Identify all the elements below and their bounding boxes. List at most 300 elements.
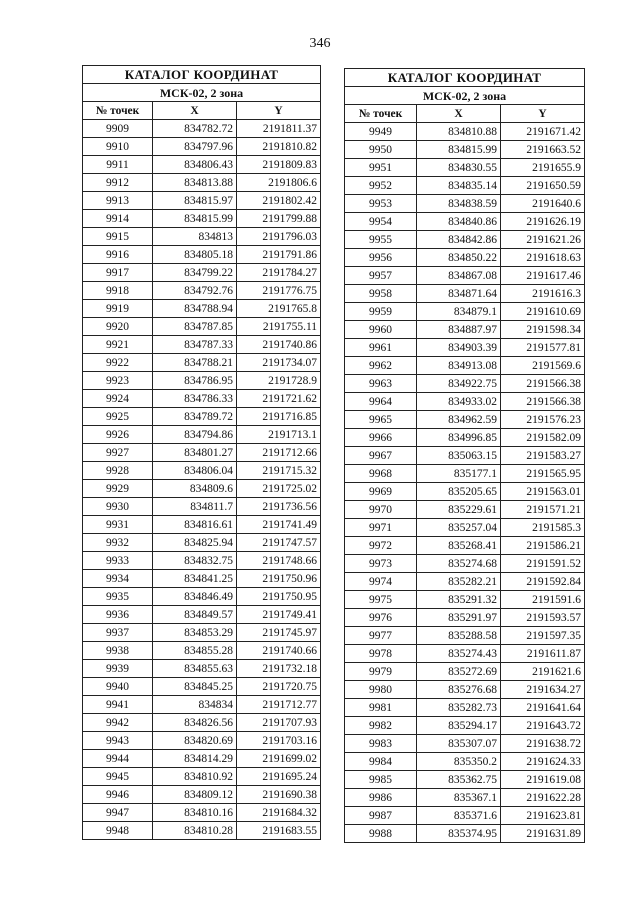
y-coordinate-cell: 2191618.63 [501, 249, 585, 267]
y-coordinate-cell: 2191569.6 [501, 357, 585, 375]
page-number: 346 [309, 36, 331, 51]
x-coordinate-cell: 834887.97 [417, 321, 501, 339]
x-coordinate-cell: 835282.73 [417, 699, 501, 717]
point-number-cell: 9937 [83, 624, 153, 642]
x-coordinate-cell: 834853.29 [153, 624, 237, 642]
table-row [345, 123, 585, 141]
table-row [83, 786, 321, 804]
x-coordinate-cell: 834855.63 [153, 660, 237, 678]
x-coordinate-cell: 834996.85 [417, 429, 501, 447]
table-row [345, 771, 585, 789]
x-coordinate-cell: 835063.15 [417, 447, 501, 465]
x-coordinate-cell: 834834 [153, 696, 237, 714]
table-row [345, 285, 585, 303]
y-coordinate-cell: 2191740.86 [237, 336, 321, 354]
y-coordinate-cell: 2191577.81 [501, 339, 585, 357]
y-coordinate-cell: 2191576.23 [501, 411, 585, 429]
point-number-cell: 9972 [345, 537, 417, 555]
point-number-cell: 9929 [83, 480, 153, 498]
x-coordinate-cell: 835362.75 [417, 771, 501, 789]
table-row [345, 321, 585, 339]
x-coordinate-cell: 834787.33 [153, 336, 237, 354]
table-row [83, 570, 321, 588]
y-coordinate-cell: 2191617.46 [501, 267, 585, 285]
x-coordinate-cell: 835205.65 [417, 483, 501, 501]
point-number-cell: 9920 [83, 318, 153, 336]
y-coordinate-cell: 2191707.93 [237, 714, 321, 732]
x-coordinate-cell: 835294.17 [417, 717, 501, 735]
y-coordinate-cell: 2191582.09 [501, 429, 585, 447]
y-coordinate-cell: 2191750.95 [237, 588, 321, 606]
point-number-cell: 9976 [345, 609, 417, 627]
x-coordinate-cell: 834806.04 [153, 462, 237, 480]
table-row [345, 393, 585, 411]
x-coordinate-cell: 834850.22 [417, 249, 501, 267]
point-number-cell: 9969 [345, 483, 417, 501]
column-header-y: Y [501, 105, 585, 123]
y-coordinate-cell: 2191621.6 [501, 663, 585, 681]
column-header-point-number: № точек [345, 105, 417, 123]
y-coordinate-cell: 2191811.37 [237, 120, 321, 138]
y-coordinate-cell: 2191747.57 [237, 534, 321, 552]
point-number-cell: 9952 [345, 177, 417, 195]
y-coordinate-cell: 2191634.27 [501, 681, 585, 699]
point-number-cell: 9942 [83, 714, 153, 732]
x-coordinate-cell: 834813 [153, 228, 237, 246]
y-coordinate-cell: 2191593.57 [501, 609, 585, 627]
table-row [345, 213, 585, 231]
table-title: КАТАЛОГ КООРДИНАТ [345, 69, 585, 87]
y-coordinate-cell: 2191732.18 [237, 660, 321, 678]
table-row [83, 264, 321, 282]
y-coordinate-cell: 2191799.88 [237, 210, 321, 228]
y-coordinate-cell: 2191655.9 [501, 159, 585, 177]
column-header-x: X [417, 105, 501, 123]
y-coordinate-cell: 2191650.59 [501, 177, 585, 195]
point-number-cell: 9944 [83, 750, 153, 768]
y-coordinate-cell: 2191684.32 [237, 804, 321, 822]
table-body [345, 123, 585, 843]
y-coordinate-cell: 2191699.02 [237, 750, 321, 768]
x-coordinate-cell: 835291.32 [417, 591, 501, 609]
y-coordinate-cell: 2191736.56 [237, 498, 321, 516]
y-coordinate-cell: 2191638.72 [501, 735, 585, 753]
point-number-cell: 9931 [83, 516, 153, 534]
y-coordinate-cell: 2191740.66 [237, 642, 321, 660]
point-number-cell: 9971 [345, 519, 417, 537]
point-number-cell: 9967 [345, 447, 417, 465]
table-row [345, 339, 585, 357]
x-coordinate-cell: 834810.28 [153, 822, 237, 840]
y-coordinate-cell: 2191598.34 [501, 321, 585, 339]
x-coordinate-cell: 834797.96 [153, 138, 237, 156]
point-number-cell: 9985 [345, 771, 417, 789]
y-coordinate-cell: 2191610.69 [501, 303, 585, 321]
table-row [345, 537, 585, 555]
x-coordinate-cell: 834871.64 [417, 285, 501, 303]
y-coordinate-cell: 2191703.16 [237, 732, 321, 750]
x-coordinate-cell: 835177.1 [417, 465, 501, 483]
x-coordinate-cell: 834786.33 [153, 390, 237, 408]
table-row [345, 573, 585, 591]
table-row [345, 501, 585, 519]
coordinate-catalog-table [344, 68, 585, 843]
x-coordinate-cell: 834922.75 [417, 375, 501, 393]
y-coordinate-cell: 2191571.21 [501, 501, 585, 519]
point-number-cell: 9954 [345, 213, 417, 231]
table-row [345, 465, 585, 483]
y-coordinate-cell: 2191750.96 [237, 570, 321, 588]
column-header-x: X [153, 102, 237, 120]
table-row [83, 120, 321, 138]
y-coordinate-cell: 2191734.07 [237, 354, 321, 372]
table-row [83, 516, 321, 534]
table-row [83, 480, 321, 498]
table-row [345, 429, 585, 447]
x-coordinate-cell: 834846.49 [153, 588, 237, 606]
x-coordinate-cell: 834815.97 [153, 192, 237, 210]
x-coordinate-cell: 834788.94 [153, 300, 237, 318]
x-coordinate-cell: 835276.68 [417, 681, 501, 699]
table-row [83, 318, 321, 336]
point-number-cell: 9915 [83, 228, 153, 246]
y-coordinate-cell: 2191755.11 [237, 318, 321, 336]
y-coordinate-cell: 2191626.19 [501, 213, 585, 231]
point-number-cell: 9984 [345, 753, 417, 771]
point-number-cell: 9935 [83, 588, 153, 606]
coordinate-system-label: МСК-02, 2 зона [345, 87, 585, 105]
x-coordinate-cell: 835268.41 [417, 537, 501, 555]
y-coordinate-cell: 2191592.84 [501, 573, 585, 591]
point-number-cell: 9943 [83, 732, 153, 750]
y-coordinate-cell: 2191621.26 [501, 231, 585, 249]
table-row [83, 462, 321, 480]
y-coordinate-cell: 2191643.72 [501, 717, 585, 735]
point-number-cell: 9973 [345, 555, 417, 573]
y-coordinate-cell: 2191765.8 [237, 300, 321, 318]
table-row [345, 591, 585, 609]
x-coordinate-cell: 835374.95 [417, 825, 501, 843]
table-row [83, 714, 321, 732]
point-number-cell: 9978 [345, 645, 417, 663]
table-row [83, 732, 321, 750]
y-coordinate-cell: 2191623.81 [501, 807, 585, 825]
x-coordinate-cell: 835371.6 [417, 807, 501, 825]
x-coordinate-cell: 835274.43 [417, 645, 501, 663]
coordinate-catalog-table [82, 65, 321, 840]
point-number-cell: 9927 [83, 444, 153, 462]
point-number-cell: 9980 [345, 681, 417, 699]
table-row [345, 177, 585, 195]
y-coordinate-cell: 2191616.3 [501, 285, 585, 303]
y-coordinate-cell: 2191671.42 [501, 123, 585, 141]
table-row [83, 282, 321, 300]
y-coordinate-cell: 2191640.6 [501, 195, 585, 213]
y-coordinate-cell: 2191695.24 [237, 768, 321, 786]
point-number-cell: 9933 [83, 552, 153, 570]
x-coordinate-cell: 834788.21 [153, 354, 237, 372]
point-number-cell: 9965 [345, 411, 417, 429]
table-row [83, 228, 321, 246]
point-number-cell: 9918 [83, 282, 153, 300]
y-coordinate-cell: 2191712.66 [237, 444, 321, 462]
y-coordinate-cell: 2191586.21 [501, 537, 585, 555]
point-number-cell: 9923 [83, 372, 153, 390]
x-coordinate-cell: 834805.18 [153, 246, 237, 264]
point-number-cell: 9938 [83, 642, 153, 660]
table-row [345, 789, 585, 807]
y-coordinate-cell: 2191566.38 [501, 393, 585, 411]
point-number-cell: 9964 [345, 393, 417, 411]
y-coordinate-cell: 2191690.38 [237, 786, 321, 804]
point-number-cell: 9955 [345, 231, 417, 249]
table-row [83, 822, 321, 840]
x-coordinate-cell: 835272.69 [417, 663, 501, 681]
y-coordinate-cell: 2191713.1 [237, 426, 321, 444]
x-coordinate-cell: 834830.55 [417, 159, 501, 177]
x-coordinate-cell: 834810.92 [153, 768, 237, 786]
point-number-cell: 9957 [345, 267, 417, 285]
table-row [345, 159, 585, 177]
x-coordinate-cell: 835274.68 [417, 555, 501, 573]
table-row [345, 195, 585, 213]
table-row [83, 156, 321, 174]
y-coordinate-cell: 2191597.35 [501, 627, 585, 645]
point-number-cell: 9949 [345, 123, 417, 141]
x-coordinate-cell: 834849.57 [153, 606, 237, 624]
y-coordinate-cell: 2191796.03 [237, 228, 321, 246]
y-coordinate-cell: 2191566.38 [501, 375, 585, 393]
table-row [83, 426, 321, 444]
point-number-cell: 9979 [345, 663, 417, 681]
x-coordinate-cell: 834913.08 [417, 357, 501, 375]
y-coordinate-cell: 2191748.66 [237, 552, 321, 570]
table-row [83, 552, 321, 570]
y-coordinate-cell: 2191720.75 [237, 678, 321, 696]
y-coordinate-cell: 2191716.85 [237, 408, 321, 426]
x-coordinate-cell: 834810.16 [153, 804, 237, 822]
x-coordinate-cell: 834832.75 [153, 552, 237, 570]
point-number-cell: 9940 [83, 678, 153, 696]
y-coordinate-cell: 2191619.08 [501, 771, 585, 789]
y-coordinate-cell: 2191721.62 [237, 390, 321, 408]
table-row [83, 174, 321, 192]
table-row [83, 588, 321, 606]
table-title: КАТАЛОГ КООРДИНАТ [83, 66, 321, 84]
point-number-cell: 9963 [345, 375, 417, 393]
y-coordinate-cell: 2191725.02 [237, 480, 321, 498]
point-number-cell: 9988 [345, 825, 417, 843]
table-row [83, 192, 321, 210]
point-number-cell: 9930 [83, 498, 153, 516]
point-number-cell: 9911 [83, 156, 153, 174]
point-number-cell: 9912 [83, 174, 153, 192]
point-number-cell: 9959 [345, 303, 417, 321]
table-row [345, 249, 585, 267]
point-number-cell: 9922 [83, 354, 153, 372]
table-row [83, 750, 321, 768]
x-coordinate-cell: 834782.72 [153, 120, 237, 138]
y-coordinate-cell: 2191622.28 [501, 789, 585, 807]
point-number-cell: 9941 [83, 696, 153, 714]
point-number-cell: 9975 [345, 591, 417, 609]
x-coordinate-cell: 834789.72 [153, 408, 237, 426]
point-number-cell: 9910 [83, 138, 153, 156]
column-header-point-number: № точек [83, 102, 153, 120]
y-coordinate-cell: 2191641.64 [501, 699, 585, 717]
x-coordinate-cell: 835229.61 [417, 501, 501, 519]
table-row [345, 555, 585, 573]
x-coordinate-cell: 834787.85 [153, 318, 237, 336]
point-number-cell: 9960 [345, 321, 417, 339]
point-number-cell: 9958 [345, 285, 417, 303]
point-number-cell: 9977 [345, 627, 417, 645]
table-row [83, 696, 321, 714]
x-coordinate-cell: 834838.59 [417, 195, 501, 213]
point-number-cell: 9909 [83, 120, 153, 138]
table-row [345, 267, 585, 285]
point-number-cell: 9947 [83, 804, 153, 822]
point-number-cell: 9982 [345, 717, 417, 735]
x-coordinate-cell: 834815.99 [153, 210, 237, 228]
point-number-cell: 9919 [83, 300, 153, 318]
table-row [345, 681, 585, 699]
table-row [83, 354, 321, 372]
table-row [83, 624, 321, 642]
table-row [345, 807, 585, 825]
table-row [83, 372, 321, 390]
table-row [345, 627, 585, 645]
y-coordinate-cell: 2191563.01 [501, 483, 585, 501]
x-coordinate-cell: 834799.22 [153, 264, 237, 282]
table-row [83, 408, 321, 426]
table-row [345, 609, 585, 627]
column-header-y: Y [237, 102, 321, 120]
point-number-cell: 9946 [83, 786, 153, 804]
table-row [345, 519, 585, 537]
table-row [345, 825, 585, 843]
point-number-cell: 9981 [345, 699, 417, 717]
table-row [345, 303, 585, 321]
coordinate-system-label: МСК-02, 2 зона [83, 84, 321, 102]
x-coordinate-cell: 834786.95 [153, 372, 237, 390]
y-coordinate-cell: 2191745.97 [237, 624, 321, 642]
table-body [83, 120, 321, 840]
table-row [345, 447, 585, 465]
x-coordinate-cell: 834841.25 [153, 570, 237, 588]
table-row [345, 735, 585, 753]
point-number-cell: 9917 [83, 264, 153, 282]
x-coordinate-cell: 834855.28 [153, 642, 237, 660]
x-coordinate-cell: 834814.29 [153, 750, 237, 768]
table-row [83, 678, 321, 696]
point-number-cell: 9921 [83, 336, 153, 354]
point-number-cell: 9951 [345, 159, 417, 177]
point-number-cell: 9928 [83, 462, 153, 480]
point-number-cell: 9961 [345, 339, 417, 357]
point-number-cell: 9932 [83, 534, 153, 552]
x-coordinate-cell: 834825.94 [153, 534, 237, 552]
point-number-cell: 9987 [345, 807, 417, 825]
table-row [83, 300, 321, 318]
point-number-cell: 9986 [345, 789, 417, 807]
table-row [83, 498, 321, 516]
x-coordinate-cell: 834801.27 [153, 444, 237, 462]
y-coordinate-cell: 2191784.27 [237, 264, 321, 282]
x-coordinate-cell: 835291.97 [417, 609, 501, 627]
y-coordinate-cell: 2191728.9 [237, 372, 321, 390]
table-row [83, 390, 321, 408]
x-coordinate-cell: 834810.88 [417, 123, 501, 141]
point-number-cell: 9914 [83, 210, 153, 228]
point-number-cell: 9939 [83, 660, 153, 678]
point-number-cell: 9925 [83, 408, 153, 426]
table-row [83, 138, 321, 156]
point-number-cell: 9970 [345, 501, 417, 519]
x-coordinate-cell: 834840.86 [417, 213, 501, 231]
table-row [83, 606, 321, 624]
y-coordinate-cell: 2191585.3 [501, 519, 585, 537]
x-coordinate-cell: 834811.7 [153, 498, 237, 516]
point-number-cell: 9983 [345, 735, 417, 753]
table-row [83, 210, 321, 228]
table-row [83, 660, 321, 678]
table-row [345, 411, 585, 429]
x-coordinate-cell: 835282.21 [417, 573, 501, 591]
x-coordinate-cell: 834933.02 [417, 393, 501, 411]
y-coordinate-cell: 2191712.77 [237, 696, 321, 714]
table-row [345, 663, 585, 681]
x-coordinate-cell: 835288.58 [417, 627, 501, 645]
x-coordinate-cell: 834820.69 [153, 732, 237, 750]
table-row [83, 444, 321, 462]
x-coordinate-cell: 834809.6 [153, 480, 237, 498]
y-coordinate-cell: 2191631.89 [501, 825, 585, 843]
point-number-cell: 9913 [83, 192, 153, 210]
x-coordinate-cell: 834845.25 [153, 678, 237, 696]
x-coordinate-cell: 834794.86 [153, 426, 237, 444]
table-row [345, 375, 585, 393]
y-coordinate-cell: 2191810.82 [237, 138, 321, 156]
point-number-cell: 9916 [83, 246, 153, 264]
x-coordinate-cell: 834842.86 [417, 231, 501, 249]
y-coordinate-cell: 2191776.75 [237, 282, 321, 300]
x-coordinate-cell: 835350.2 [417, 753, 501, 771]
x-coordinate-cell: 834816.61 [153, 516, 237, 534]
y-coordinate-cell: 2191741.49 [237, 516, 321, 534]
y-coordinate-cell: 2191809.83 [237, 156, 321, 174]
table-row [345, 753, 585, 771]
table-row [345, 699, 585, 717]
table-row [83, 642, 321, 660]
x-coordinate-cell: 834879.1 [417, 303, 501, 321]
point-number-cell: 9934 [83, 570, 153, 588]
table-row [83, 768, 321, 786]
point-number-cell: 9950 [345, 141, 417, 159]
x-coordinate-cell: 835367.1 [417, 789, 501, 807]
table-row [345, 645, 585, 663]
x-coordinate-cell: 835307.07 [417, 735, 501, 753]
y-coordinate-cell: 2191591.6 [501, 591, 585, 609]
y-coordinate-cell: 2191663.52 [501, 141, 585, 159]
point-number-cell: 9945 [83, 768, 153, 786]
x-coordinate-cell: 834867.08 [417, 267, 501, 285]
y-coordinate-cell: 2191565.95 [501, 465, 585, 483]
x-coordinate-cell: 834792.76 [153, 282, 237, 300]
point-number-cell: 9936 [83, 606, 153, 624]
y-coordinate-cell: 2191715.32 [237, 462, 321, 480]
table-row [345, 141, 585, 159]
